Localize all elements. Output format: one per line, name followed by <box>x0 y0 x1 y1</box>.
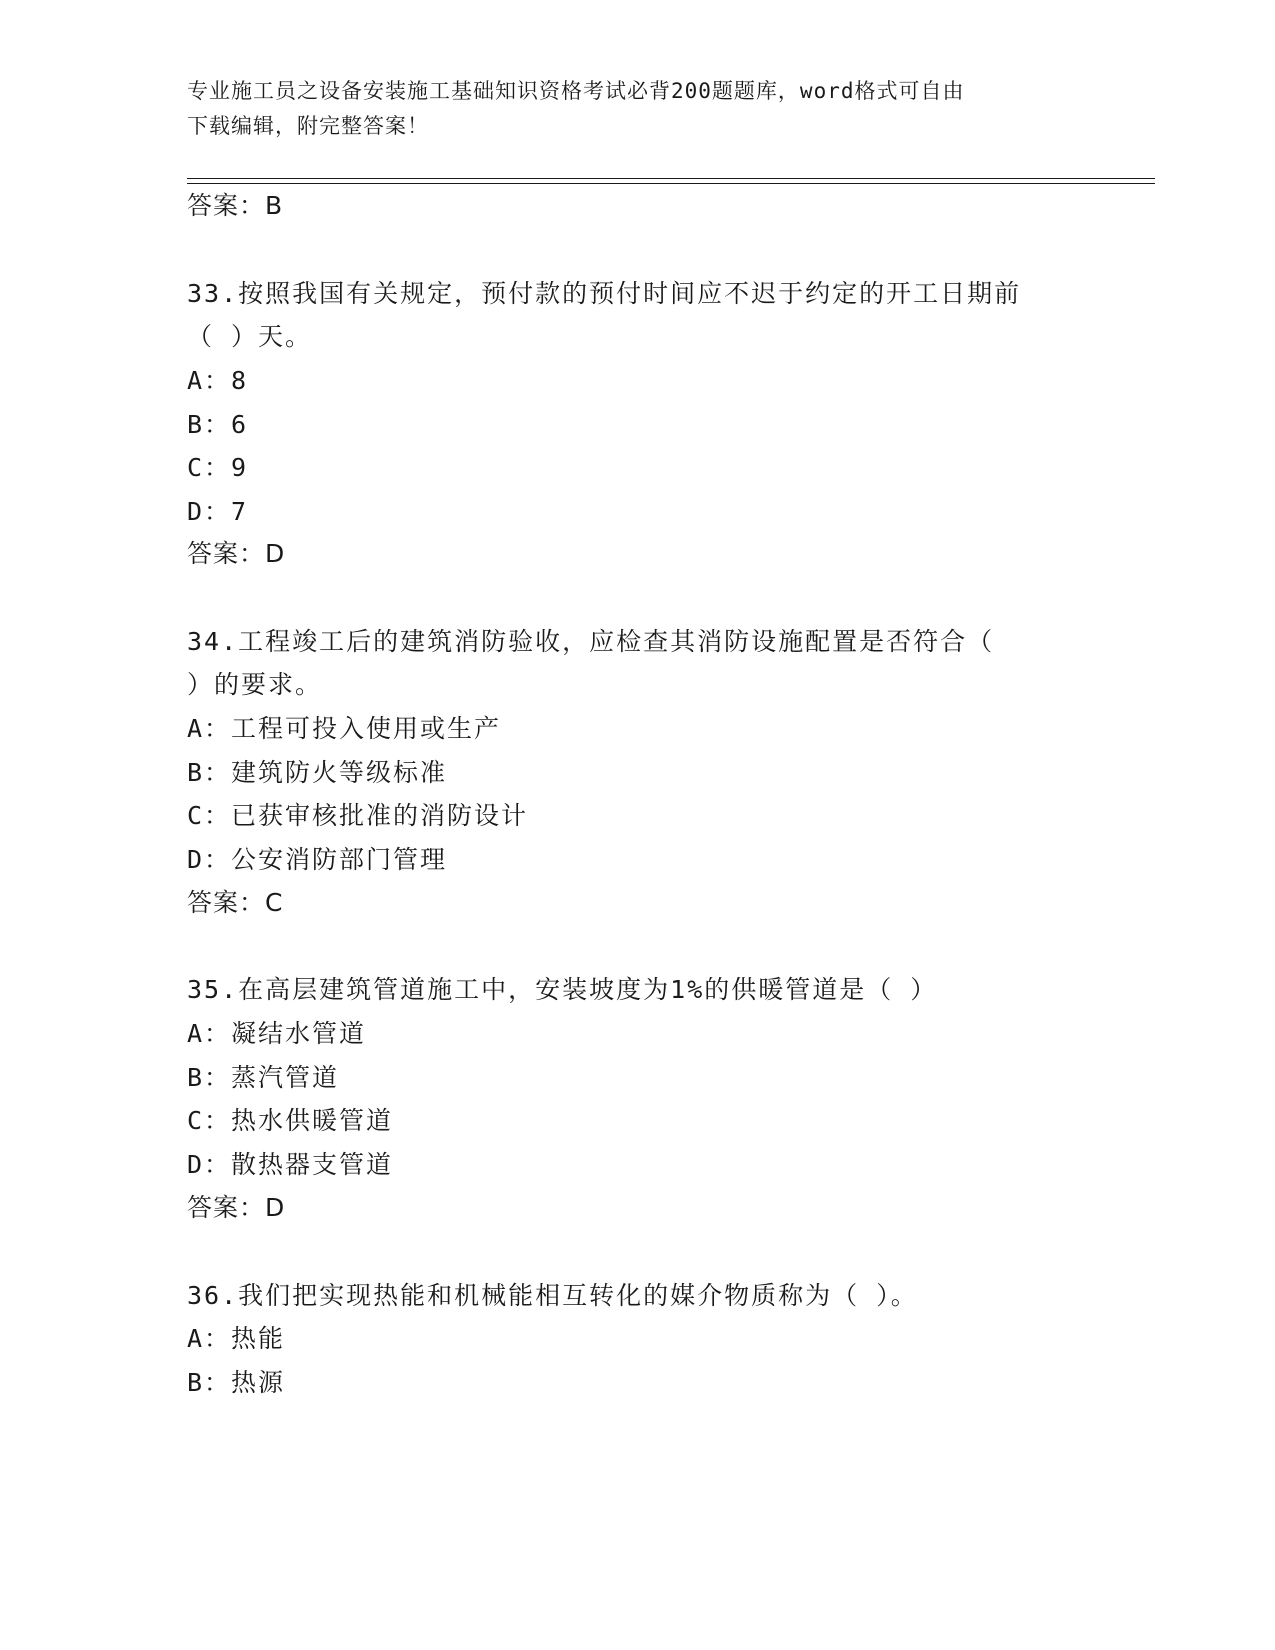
question-36-stem-line-1: 36.我们把实现热能和机械能相互转化的媒介物质称为（ ）。 <box>187 1281 918 1310</box>
question-34-option-d: D：公安消防部门管理 <box>187 845 448 874</box>
header-line-2: 下载编辑，附完整答案！ <box>187 114 429 138</box>
header-divider-top <box>187 178 1155 179</box>
question-33-answer: 答案：D <box>187 539 286 568</box>
question-36-option-a: A：热能 <box>187 1324 286 1353</box>
question-34-option-b: B：建筑防火等级标准 <box>187 758 448 787</box>
question-36-option-b: B：热源 <box>187 1368 286 1397</box>
question-33-stem-line-1: 33.按照我国有关规定，预付款的预付时间应不迟于约定的开工日期前 <box>187 279 1022 308</box>
question-33-option-b: B：6 <box>187 410 249 439</box>
question-33-option-c: C：9 <box>187 453 249 482</box>
header-divider-bottom <box>187 183 1155 184</box>
question-33-option-d: D：7 <box>187 497 249 526</box>
answer-label: 答案：B <box>187 191 284 220</box>
question-35-answer: 答案：D <box>187 1193 286 1222</box>
question-34-option-a: A：工程可投入使用或生产 <box>187 714 502 743</box>
question-34-stem-line-1: 34.工程竣工后的建筑消防验收，应检查其消防设施配置是否符合（ <box>187 627 995 656</box>
question-35-stem-line-1: 35.在高层建筑管道施工中，安装坡度为1%的供暖管道是（ ） <box>187 975 938 1004</box>
question-34-stem-line-2: ）的要求。 <box>187 670 323 699</box>
question-34-answer: 答案：C <box>187 888 284 917</box>
question-35-option-d: D：散热器支管道 <box>187 1150 394 1179</box>
question-35-option-b: B：蒸汽管道 <box>187 1063 340 1092</box>
document-header <box>187 74 1067 144</box>
question-35-option-a: A：凝结水管道 <box>187 1019 367 1048</box>
question-33-stem-line-2: （ ）天。 <box>187 322 313 351</box>
question-35-option-c: C：热水供暖管道 <box>187 1106 394 1135</box>
question-34-option-c: C：已获审核批准的消防设计 <box>187 801 529 830</box>
question-33-option-a: A：8 <box>187 366 249 395</box>
header-line-1: 专业施工员之设备安装施工基础知识资格考试必背200题题库，word格式可自由 <box>187 79 965 103</box>
